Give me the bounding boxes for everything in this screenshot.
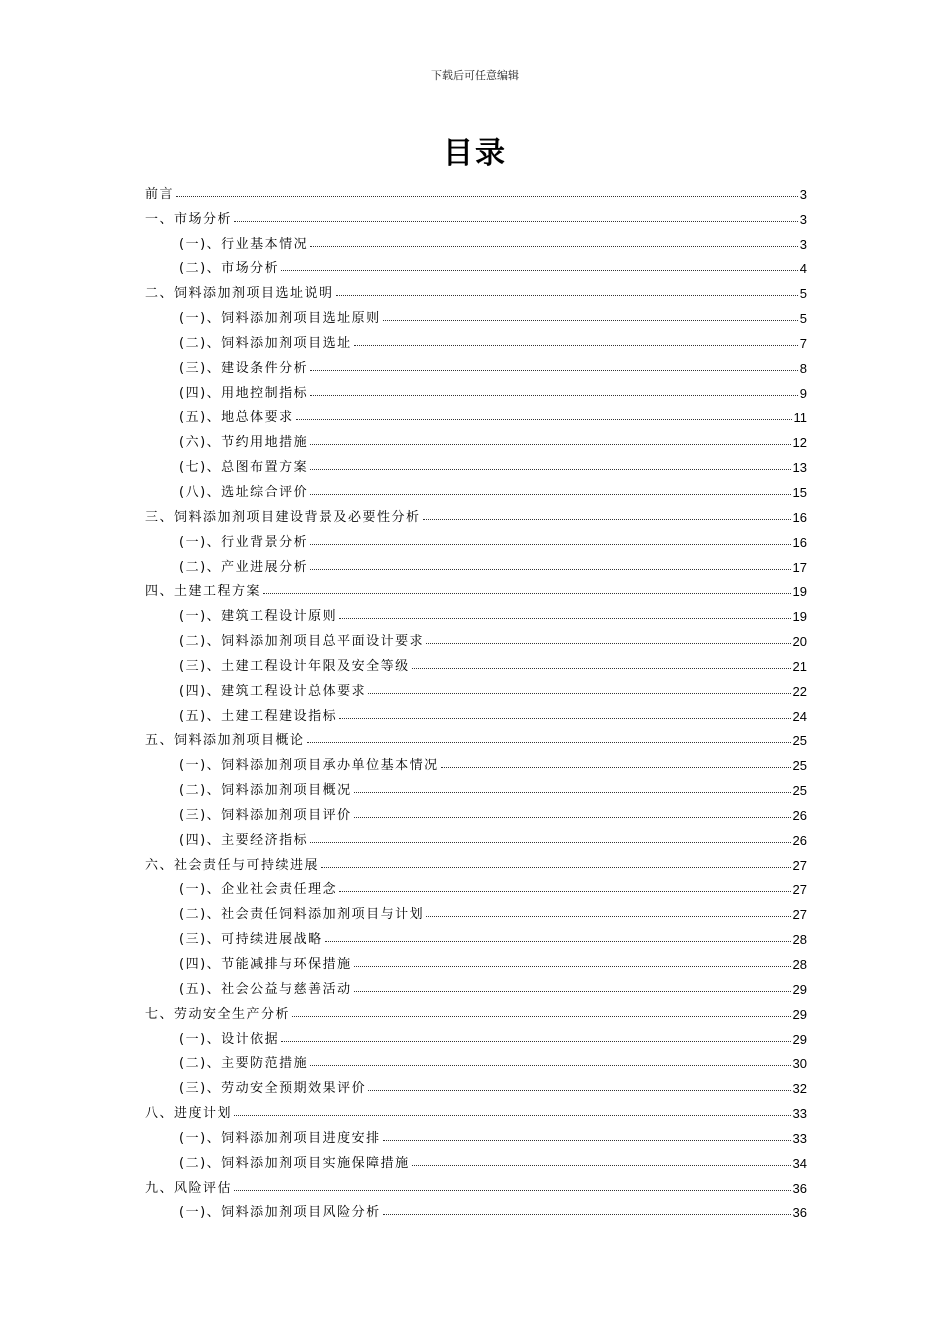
toc-entry-page-number: 25 [792, 733, 807, 749]
toc-entry[interactable] [145, 922, 807, 947]
toc-entry[interactable] [145, 550, 807, 575]
toc-entry[interactable] [145, 649, 807, 674]
toc-entry-page-number: 32 [792, 1081, 807, 1097]
toc-entry[interactable] [145, 798, 807, 823]
toc-dot-leader [354, 817, 791, 818]
toc-entry-title: (七)、总图布置方案 [179, 460, 309, 476]
toc-entry-page-number: 33 [792, 1106, 807, 1122]
toc-entry-title: 九、风险评估 [145, 1180, 233, 1196]
toc-entry-title: (二)、市场分析 [179, 261, 280, 277]
toc-entry-title: (二)、产业进展分析 [179, 559, 309, 575]
toc-dot-leader [234, 221, 798, 222]
toc-entry-title: (一)、设计依据 [179, 1031, 280, 1047]
toc-dot-leader [368, 693, 790, 694]
toc-entry[interactable] [145, 997, 807, 1022]
toc-entry-page-number: 27 [792, 882, 807, 898]
page-title: 目录 [443, 136, 507, 171]
toc-entry-title: (三)、饲料添加剂项目评价 [179, 807, 352, 823]
toc-entry-title: (五)、土建工程建设指标 [179, 708, 338, 724]
toc-entry-page-number: 4 [799, 261, 807, 277]
toc-entry-page-number: 24 [792, 708, 807, 724]
toc-dot-leader [412, 1165, 791, 1166]
toc-entry[interactable] [145, 972, 807, 997]
toc-entry-title: (三)、建设条件分析 [179, 360, 309, 376]
toc-entry-title: (二)、饲料添加剂项目选址 [179, 335, 352, 351]
toc-entry-title: 六、社会责任与可持续进展 [145, 857, 320, 873]
toc-dot-leader [412, 668, 791, 669]
toc-entry[interactable] [145, 748, 807, 773]
toc-entry[interactable] [145, 276, 807, 301]
toc-entry-title: (三)、劳动安全预期效果评价 [179, 1081, 367, 1097]
toc-entry[interactable] [145, 1196, 807, 1221]
toc-dot-leader [354, 991, 791, 992]
toc-dot-leader [354, 345, 798, 346]
toc-entry[interactable] [145, 525, 807, 550]
toc-entry-page-number: 12 [792, 435, 807, 451]
toc-entry-page-number: 29 [792, 1031, 807, 1047]
toc-entry[interactable] [145, 252, 807, 277]
toc-dot-leader [310, 569, 790, 570]
toc-dot-leader [296, 419, 792, 420]
toc-entry[interactable] [145, 848, 807, 873]
toc-entry-title: (一)、行业背景分析 [179, 534, 309, 550]
toc-entry[interactable] [145, 500, 807, 525]
toc-entry-page-number: 29 [792, 1006, 807, 1022]
toc-dot-leader [339, 891, 790, 892]
toc-entry-title: (四)、用地控制指标 [179, 385, 309, 401]
toc-entry-page-number: 28 [792, 957, 807, 972]
toc-entry[interactable] [145, 947, 807, 972]
toc-dot-leader [423, 519, 791, 520]
toc-entry-title: 七、劳动安全生产分析 [145, 1006, 291, 1022]
toc-entry-page-number: 27 [792, 907, 807, 923]
toc-entry[interactable] [145, 773, 807, 798]
toc-entry-page-number: 16 [792, 509, 807, 525]
toc-entry[interactable] [145, 326, 807, 351]
toc-entry[interactable] [145, 1121, 807, 1146]
toc-entry-title: (四)、节能减排与环保措施 [179, 957, 352, 972]
toc-entry-page-number: 25 [792, 783, 807, 799]
toc-entry-title: (三)、土建工程设计年限及安全等级 [179, 658, 410, 674]
toc-entry-page-number: 36 [792, 1180, 807, 1196]
toc-entry-page-number: 33 [792, 1130, 807, 1146]
toc-dot-leader [310, 1065, 790, 1066]
toc-entry-page-number: 19 [792, 584, 807, 600]
page-header: 下载后可任意编辑 [431, 69, 519, 82]
toc-entry-title: (一)、建筑工程设计原则 [179, 609, 338, 625]
toc-dot-leader [325, 941, 791, 942]
toc-entry-page-number: 26 [792, 807, 807, 823]
toc-entry-title: (一)、饲料添加剂项目风险分析 [179, 1205, 381, 1221]
toc-dot-leader [310, 469, 790, 470]
toc-dot-leader [310, 842, 790, 843]
toc-entry[interactable] [145, 202, 807, 227]
toc-entry-page-number: 7 [799, 335, 807, 351]
toc-dot-leader [310, 494, 790, 495]
toc-entry-page-number: 15 [792, 484, 807, 500]
toc-dot-leader [310, 395, 798, 396]
toc-dot-leader [310, 544, 790, 545]
toc-dot-leader [263, 593, 791, 594]
toc-entry[interactable] [145, 227, 807, 252]
toc-entry-title: (四)、建筑工程设计总体要求 [179, 683, 367, 699]
toc-entry-title: (五)、地总体要求 [179, 410, 294, 426]
toc-dot-leader [426, 643, 790, 644]
toc-entry-page-number: 3 [799, 186, 807, 202]
toc-dot-leader [339, 618, 790, 619]
table-of-contents [145, 177, 807, 1220]
toc-entry[interactable] [145, 301, 807, 326]
toc-entry[interactable] [145, 177, 807, 202]
toc-dot-leader [307, 742, 791, 743]
toc-entry-title: (六)、节约用地措施 [179, 435, 309, 451]
toc-entry-title: (一)、饲料添加剂项目进度安排 [179, 1130, 381, 1146]
toc-entry-page-number: 3 [799, 211, 807, 227]
toc-dot-leader [310, 246, 798, 247]
toc-entry-title: (二)、饲料添加剂项目概况 [179, 783, 352, 799]
toc-entry[interactable] [145, 624, 807, 649]
toc-entry-page-number: 9 [799, 385, 807, 401]
toc-entry-page-number: 21 [792, 658, 807, 674]
toc-entry-page-number: 22 [792, 683, 807, 699]
toc-entry-page-number: 8 [799, 360, 807, 376]
toc-entry-page-number: 5 [799, 286, 807, 302]
toc-entry[interactable] [145, 599, 807, 624]
toc-entry[interactable] [145, 425, 807, 450]
toc-dot-leader [339, 718, 790, 719]
toc-entry-page-number: 25 [792, 758, 807, 774]
toc-entry-page-number: 20 [792, 634, 807, 650]
toc-entry[interactable] [145, 897, 807, 922]
toc-dot-leader [310, 370, 798, 371]
toc-entry-page-number: 36 [792, 1205, 807, 1221]
toc-entry[interactable] [145, 450, 807, 475]
toc-dot-leader [281, 270, 798, 271]
toc-entry-page-number: 26 [792, 832, 807, 848]
toc-entry-title: 五、饲料添加剂项目概论 [145, 733, 305, 749]
toc-entry-title: (二)、饲料添加剂项目实施保障措施 [179, 1155, 410, 1171]
toc-entry[interactable] [145, 401, 807, 426]
toc-entry-title: 八、进度计划 [145, 1106, 233, 1122]
toc-dot-leader [281, 1041, 790, 1042]
toc-dot-leader [234, 1190, 791, 1191]
toc-entry-page-number: 27 [792, 857, 807, 873]
toc-entry-page-number: 16 [792, 534, 807, 550]
toc-entry[interactable] [145, 1022, 807, 1047]
toc-entry-page-number: 5 [799, 311, 807, 327]
toc-dot-leader [336, 295, 798, 296]
toc-dot-leader [234, 1115, 791, 1116]
toc-dot-leader [310, 444, 790, 445]
toc-entry-title: 前言 [145, 186, 175, 202]
toc-entry-title: (一)、饲料添加剂项目承办单位基本情况 [179, 758, 439, 774]
toc-entry-title: (一)、行业基本情况 [179, 236, 309, 252]
toc-entry[interactable] [145, 376, 807, 401]
toc-entry-title: 四、土建工程方案 [145, 584, 262, 600]
toc-entry-page-number: 13 [792, 460, 807, 476]
toc-entry-title: (一)、饲料添加剂项目选址原则 [179, 311, 381, 327]
toc-entry-title: (四)、主要经济指标 [179, 832, 309, 848]
toc-entry[interactable] [145, 1071, 807, 1096]
toc-dot-leader [292, 1016, 791, 1017]
toc-entry-page-number: 28 [792, 932, 807, 948]
toc-dot-leader [321, 867, 791, 868]
toc-entry-page-number: 3 [799, 236, 807, 252]
toc-dot-leader [426, 916, 790, 917]
toc-dot-leader [383, 320, 798, 321]
toc-dot-leader [383, 1214, 791, 1215]
toc-dot-leader [441, 767, 791, 768]
toc-entry[interactable] [145, 475, 807, 500]
toc-entry[interactable] [145, 873, 807, 898]
toc-entry[interactable] [145, 1096, 807, 1121]
toc-entry-title: (二)、社会责任饲料添加剂项目与计划 [179, 907, 425, 923]
toc-dot-leader [383, 1140, 791, 1141]
toc-entry-title: 三、饲料添加剂项目建设背景及必要性分析 [145, 509, 421, 525]
toc-entry[interactable] [145, 575, 807, 600]
toc-entry[interactable] [145, 1146, 807, 1171]
toc-entry-page-number: 17 [792, 559, 807, 575]
toc-entry-page-number: 29 [792, 981, 807, 997]
toc-entry[interactable] [145, 823, 807, 848]
toc-entry[interactable] [145, 1171, 807, 1196]
toc-entry[interactable] [145, 674, 807, 699]
toc-entry-title: (五)、社会公益与慈善活动 [179, 981, 352, 997]
toc-entry[interactable] [145, 351, 807, 376]
toc-entry[interactable] [145, 1047, 807, 1072]
toc-entry-title: 一、市场分析 [145, 211, 233, 227]
toc-entry-title: 二、饲料添加剂项目选址说明 [145, 286, 334, 302]
toc-dot-leader [176, 196, 798, 197]
toc-entry-title: (三)、可持续进展战略 [179, 932, 323, 948]
toc-entry-title: (二)、主要防范措施 [179, 1056, 309, 1072]
toc-entry-title: (二)、饲料添加剂项目总平面设计要求 [179, 634, 425, 650]
toc-entry-page-number: 34 [792, 1155, 807, 1171]
toc-entry[interactable] [145, 699, 807, 724]
toc-entry-title: (一)、企业社会责任理念 [179, 882, 338, 898]
toc-dot-leader [368, 1090, 790, 1091]
toc-entry-page-number: 19 [792, 609, 807, 625]
toc-dot-leader [354, 792, 791, 793]
toc-entry-page-number: 11 [793, 410, 807, 426]
toc-entry[interactable] [145, 724, 807, 749]
toc-entry-title: (八)、选址综合评价 [179, 484, 309, 500]
toc-entry-page-number: 30 [792, 1056, 807, 1072]
toc-dot-leader [354, 966, 791, 967]
